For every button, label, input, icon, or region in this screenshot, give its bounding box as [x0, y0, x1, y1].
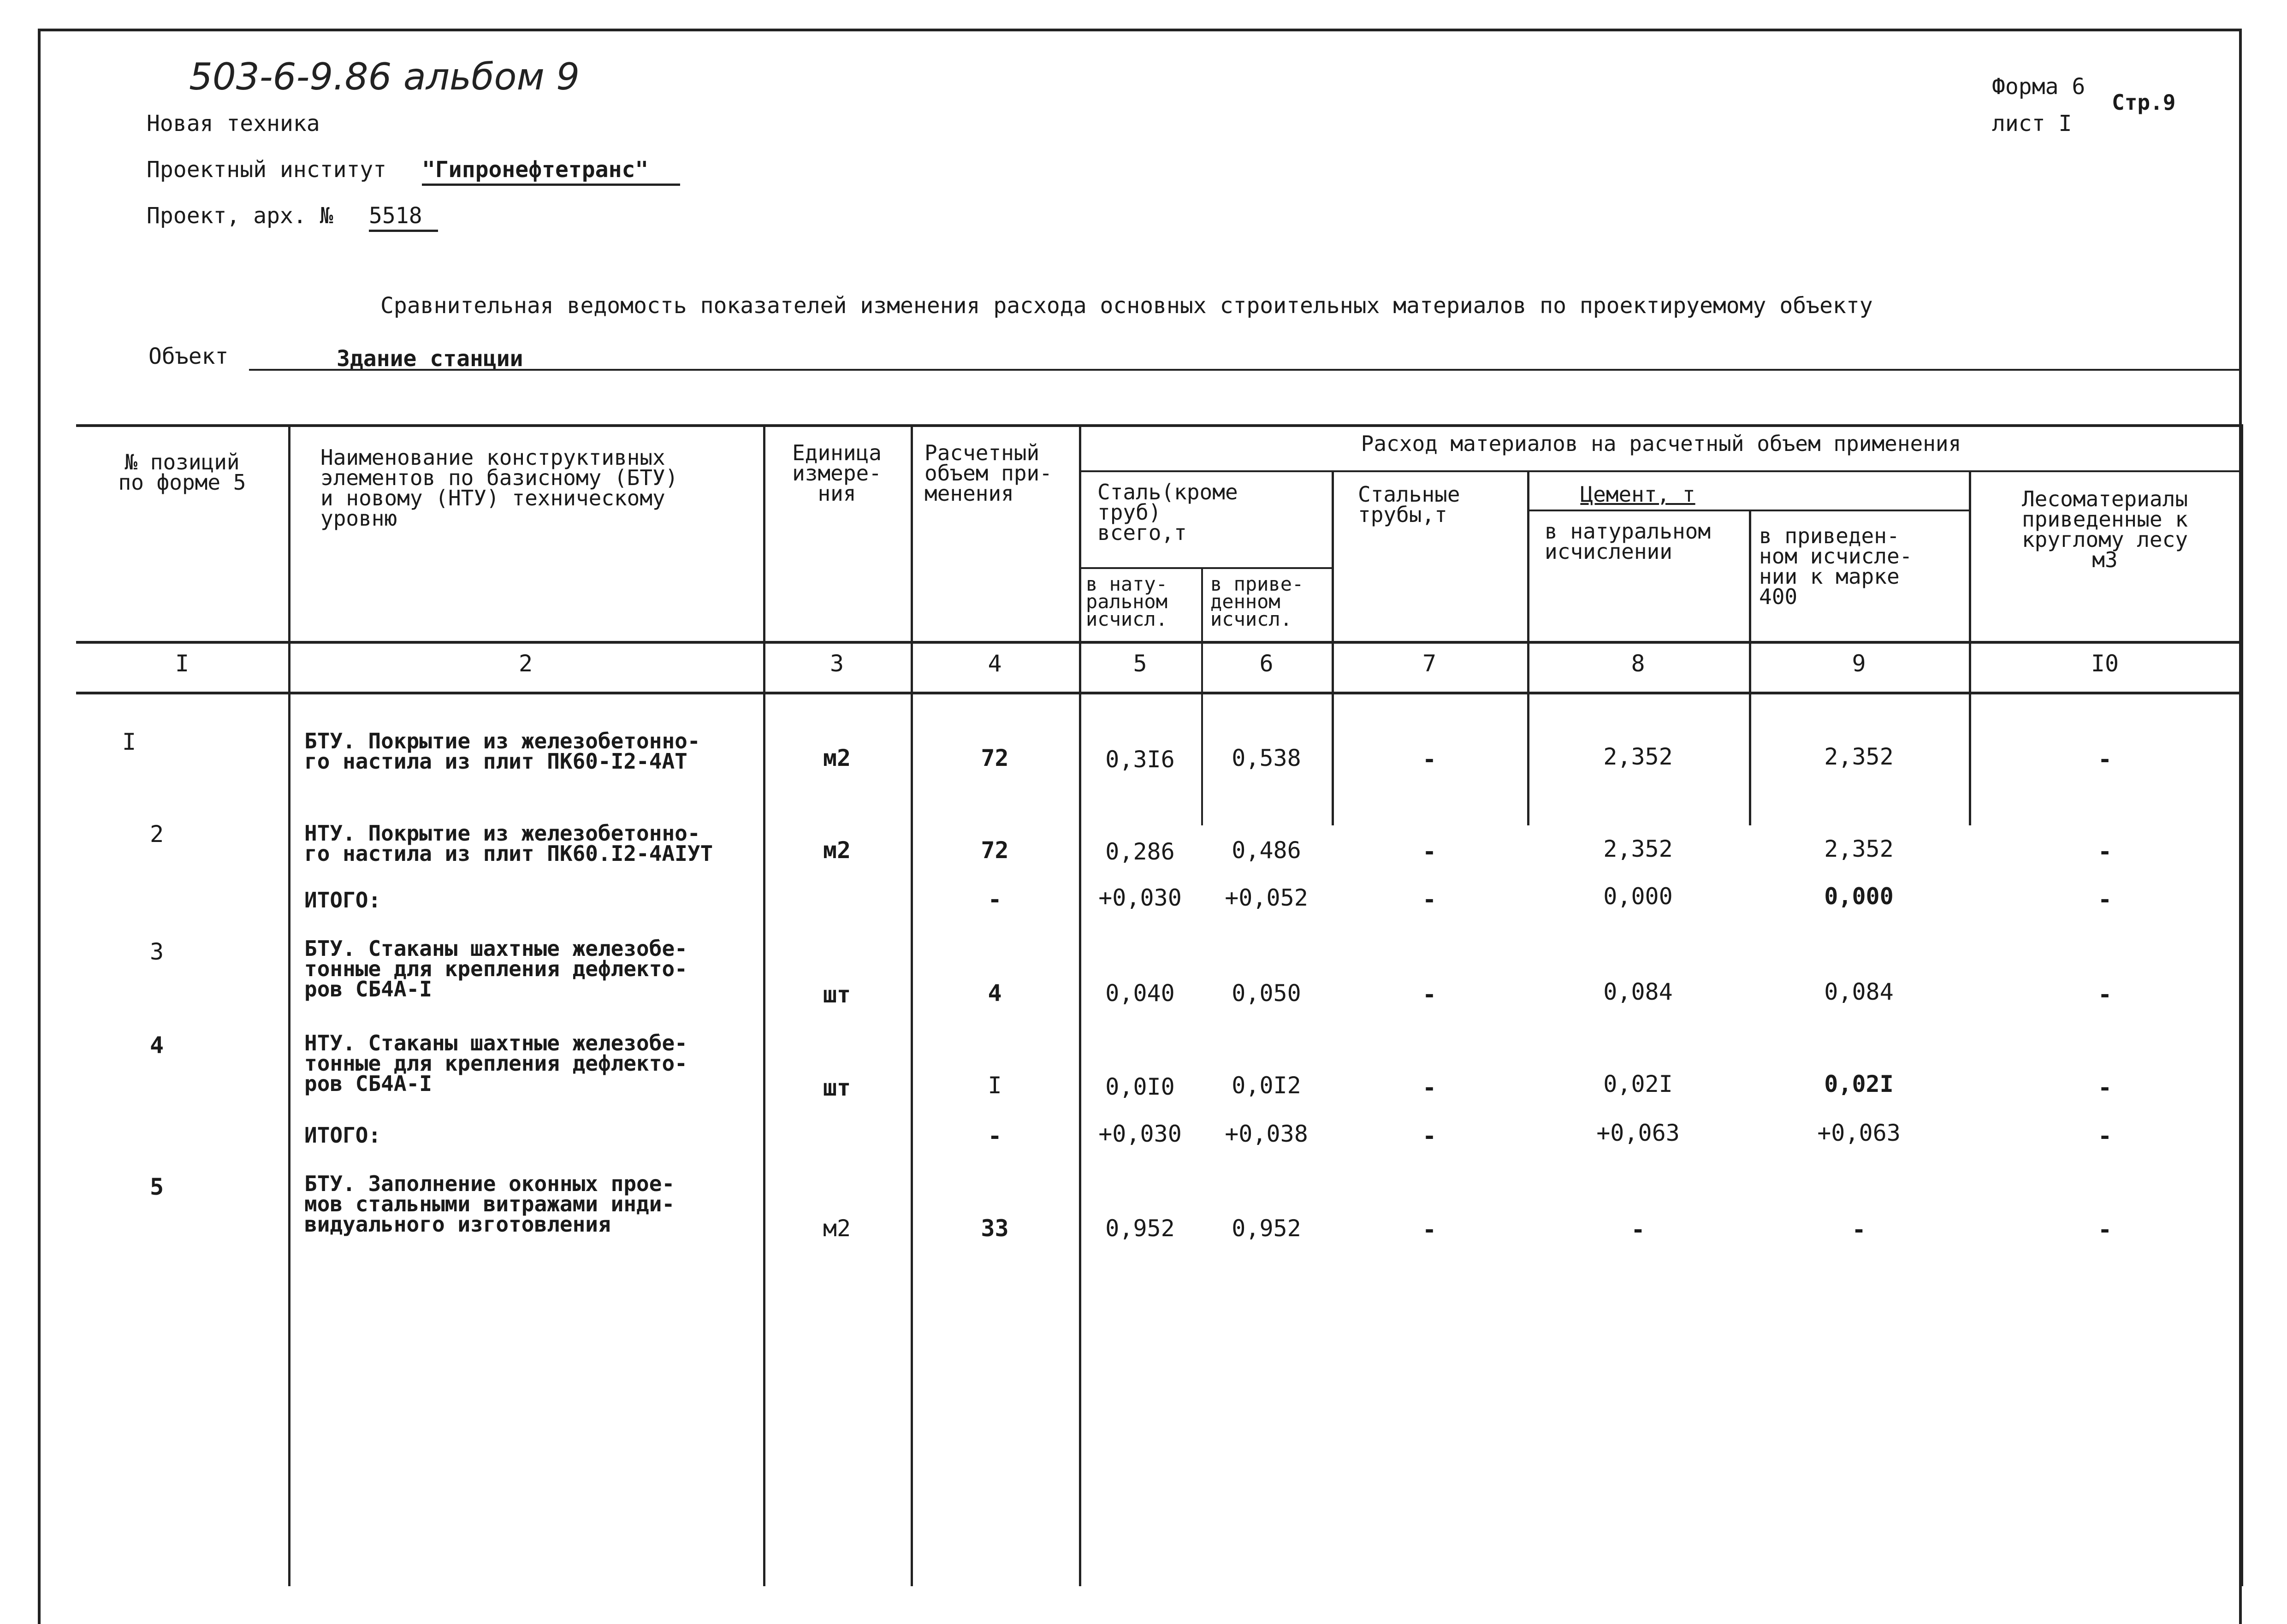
form-label: Форма 6 [1992, 74, 2086, 100]
row-pipes: - [1422, 1216, 1437, 1243]
row-timber: - [2097, 1074, 2112, 1101]
row-unit: шт [823, 1074, 851, 1101]
header-steel-reduced: в приве- денном исчисл. [1210, 573, 1304, 630]
row-cement-reduced: 0,000 [1824, 883, 1894, 910]
row-cement-natural: - [1631, 1216, 1645, 1243]
colnum-5: 5 [1133, 650, 1147, 677]
header-element-name: Наименование конструктивных элементов по базисному (БТУ) и новому (НТУ) техническому уровню [320, 445, 678, 531]
row-unit: м2 [823, 745, 851, 771]
header-pipes: Стальные трубы,т [1358, 482, 1460, 527]
page-label: Стр.9 [2112, 90, 2176, 115]
group-header-line [1079, 470, 2243, 472]
row-volume: 72 [981, 837, 1009, 864]
row-cement-reduced: +0,063 [1817, 1120, 1901, 1146]
header-position: № позиций по форме 5 [118, 450, 246, 495]
row-steel-reduced: +0,038 [1225, 1120, 1308, 1147]
colnum-2: 2 [518, 650, 533, 677]
row-timber: - [2097, 1216, 2112, 1243]
row-timber: - [2097, 886, 2112, 913]
colnum-6: 6 [1259, 650, 1274, 677]
row-volume: I [988, 1072, 1002, 1099]
handwritten-note: 503-6-9.86 альбом 9 [189, 55, 580, 98]
row-name: БТУ. Стаканы шахтные железобе- тонные для крепления дефлекто- ров СБ4А-I [304, 936, 687, 1002]
colnum-4: 4 [988, 650, 1002, 677]
object-label: Объект [148, 344, 229, 369]
col-divider-5 [1201, 567, 1203, 825]
colnum-3: 3 [829, 650, 844, 677]
header-steel-natural: в нату- ральном исчисл. [1086, 573, 1168, 630]
row-steel-reduced: +0,052 [1225, 884, 1308, 911]
row-pipes: - [1422, 1074, 1437, 1101]
header-cement: Цемент, т [1580, 482, 1695, 507]
row-steel-reduced: 0,538 [1232, 745, 1301, 771]
row-cement-reduced: 2,352 [1824, 743, 1894, 770]
row-cement-natural: 0,000 [1603, 883, 1673, 910]
row-pipes: - [1422, 838, 1437, 865]
row-steel-reduced: 0,486 [1232, 837, 1301, 864]
row-cement-reduced: - [1852, 1216, 1866, 1243]
header-volume: Расчетный объем при- менения [924, 440, 1052, 506]
row-cement-natural: 2,352 [1603, 836, 1673, 862]
table-top-line [76, 424, 2243, 427]
row-steel-reduced: 0,952 [1232, 1215, 1301, 1242]
row-position: 4 [149, 1032, 164, 1059]
document-title: Сравнительная ведомость показателей изменения расхода основных строительных материалов по проектируемому объекту [380, 293, 1873, 319]
header-cement-natural: в натуральном исчислении [1545, 519, 1711, 564]
colnum-9: 9 [1852, 650, 1866, 677]
row-steel-natural: +0,030 [1098, 884, 1182, 911]
header-group: Расход материалов на расчетный объем применения [1361, 431, 1961, 456]
row-name: НТУ. Покрытие из железобетонно- го настила из плит ПК60.I2-4АIУТ [304, 821, 713, 866]
colnum-1: I [175, 650, 190, 677]
row-timber: - [2097, 746, 2112, 773]
row-unit: м2 [823, 837, 851, 864]
row-steel-natural: 0,0I0 [1105, 1073, 1175, 1100]
row-volume: - [988, 1123, 1002, 1150]
header-bottom-line [76, 641, 2243, 644]
row-name: БТУ. Покрытие из железобетонно- го настила из плит ПК60-I2-4АТ [304, 729, 700, 774]
row-cement-natural: 0,084 [1603, 978, 1673, 1005]
row-unit: шт [823, 981, 851, 1008]
row-pipes: - [1422, 886, 1437, 913]
row-cement-natural: 0,02I [1603, 1071, 1673, 1097]
row-pipes: - [1422, 1123, 1437, 1150]
institute-value: "Гипронефтетранс" [422, 157, 680, 186]
header-steel: Сталь(кроме труб) всего,т [1097, 480, 1238, 545]
row-cement-reduced: 2,352 [1824, 836, 1894, 862]
institute-label: Проектный институт [147, 157, 387, 183]
row-position: I [122, 729, 136, 755]
col-divider-1 [288, 424, 290, 1586]
row-position: 3 [149, 938, 164, 965]
header-timber: Лесоматериалы приведенные к круглому лесу м3 [2021, 486, 2188, 572]
row-volume: 72 [981, 745, 1009, 771]
row-steel-reduced: 0,050 [1232, 980, 1301, 1007]
row-cement-natural: 2,352 [1603, 743, 1673, 770]
row-cement-reduced: 0,02I [1824, 1071, 1894, 1097]
row-steel-reduced: 0,0I2 [1232, 1072, 1301, 1099]
col-divider-7 [1527, 470, 1529, 825]
row-pipes: - [1422, 746, 1437, 773]
table-right-edge [2241, 424, 2243, 1586]
row-steel-natural: +0,030 [1098, 1120, 1182, 1147]
row-name: БТУ. Заполнение оконных прое- мов стальными витражами инди- видуального изготовления [304, 1171, 675, 1237]
row-steel-natural: 0,3I6 [1105, 746, 1175, 773]
row-steel-natural: 0,040 [1105, 980, 1175, 1007]
row-name: ИТОГО: [304, 1123, 381, 1148]
row-cement-reduced: 0,084 [1824, 978, 1894, 1005]
row-name: НТУ. Стаканы шахтные железобе- тонные для крепления дефлекто- ров СБ4А-I [304, 1031, 687, 1096]
header-cement-reduced: в приведен- ном исчисле- нии к марке 400 [1759, 523, 1913, 609]
colnum-8: 8 [1631, 650, 1645, 677]
colnum-7: 7 [1422, 650, 1437, 677]
header-line1: Новая техника [147, 111, 320, 136]
row-name: ИТОГО: [304, 888, 381, 913]
colnum-10: I0 [2091, 650, 2119, 677]
row-position: 2 [149, 821, 164, 848]
row-position: 5 [149, 1174, 164, 1200]
row-steel-natural: 0,952 [1105, 1215, 1175, 1242]
project-value: 5518 [369, 203, 438, 232]
row-steel-natural: 0,286 [1105, 838, 1175, 865]
header-unit: Единица измере- ния [792, 440, 882, 506]
object-value: Здание станции [337, 346, 523, 372]
row-pipes: - [1422, 981, 1437, 1008]
row-cement-natural: +0,063 [1596, 1120, 1680, 1146]
row-timber: - [2097, 1123, 2112, 1150]
colnum-bottom-line [76, 692, 2243, 694]
sheet-label: лист I [1992, 111, 2072, 136]
row-volume: 4 [988, 980, 1002, 1007]
steel-sub-line [1079, 567, 1333, 569]
row-volume: 33 [981, 1215, 1009, 1242]
row-timber: - [2097, 838, 2112, 865]
row-volume: - [988, 886, 1002, 913]
row-timber: - [2097, 981, 2112, 1008]
object-underline [249, 369, 2241, 371]
row-unit: м2 [823, 1215, 851, 1242]
project-label: Проект, арх. № [147, 203, 333, 229]
